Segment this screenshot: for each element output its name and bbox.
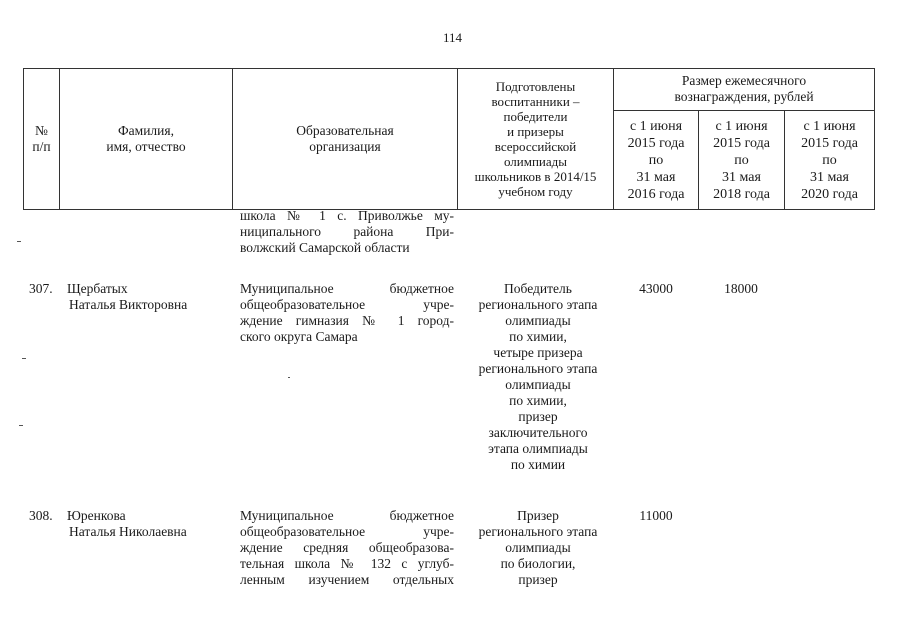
header-number-line: п/п	[32, 139, 51, 154]
row-number: 308.	[29, 508, 53, 523]
header-prepared-line: и призеры	[507, 124, 564, 139]
header-prepared-line: Подготовлены	[495, 79, 576, 94]
border-right	[874, 68, 875, 210]
continuation-org	[240, 208, 454, 256]
header-prepared-line: всероссийской	[494, 139, 577, 154]
surname: Юренкова	[67, 508, 126, 523]
achievement	[460, 508, 616, 588]
given-names: Наталья Викторовна	[69, 297, 188, 312]
org-line: волжский Самарской области	[240, 240, 410, 255]
achievement-line: по химии,	[509, 329, 567, 344]
achievement-line: олимпиады	[505, 540, 571, 555]
person-name	[67, 281, 237, 313]
period-line: 31 мая	[810, 169, 849, 185]
achievement-line: Призер	[517, 508, 559, 523]
period-line: 31 мая	[722, 169, 761, 185]
period-line: 2015 года	[713, 135, 770, 151]
table-header	[23, 68, 875, 210]
period-line: с 1 июня	[629, 118, 683, 134]
organization	[240, 281, 454, 345]
period-line: 2016 года	[627, 186, 685, 202]
achievement-line: призер	[518, 409, 558, 424]
header-period-2020	[785, 111, 874, 209]
header-award	[614, 68, 874, 110]
header-name-line: имя, отчество	[106, 139, 186, 154]
org-line: Муниципальное бюджетное	[240, 508, 454, 523]
organization	[240, 508, 454, 588]
org-line: ского округа Самара	[240, 329, 358, 344]
period-line: по	[734, 152, 749, 168]
org-line: ленным изучением отдельных	[240, 572, 454, 587]
header-organization	[233, 68, 457, 210]
period-line: 2018 года	[713, 186, 770, 202]
achievement-line: четыре призера	[493, 345, 583, 360]
amount-2016: 11000	[639, 508, 673, 523]
org-line: школа № 1 с. Приволжье му-	[240, 208, 454, 223]
amount-2018: 18000	[724, 281, 758, 296]
header-number-line: №	[35, 123, 48, 138]
achievement-line: олимпиады	[505, 313, 571, 328]
period-line: с 1 июня	[715, 118, 768, 134]
org-line: общеобразовательное учре-	[240, 297, 454, 312]
scan-mark	[22, 358, 26, 359]
page-number: 114	[442, 30, 463, 45]
achievement-line: этапа олимпиады	[488, 441, 588, 456]
period-line: с 1 июня	[803, 118, 856, 134]
header-org-line: Образовательная	[296, 123, 394, 138]
header-number	[24, 68, 59, 210]
org-line: Муниципальное бюджетное	[240, 281, 454, 296]
header-prepared-line: воспитанники –	[491, 94, 580, 109]
period-line: по	[648, 152, 664, 168]
achievement	[460, 281, 616, 473]
achievement-line: регионального этапа	[478, 297, 598, 312]
org-line: ниципального района При-	[240, 224, 454, 239]
org-line: ждение гимназия № 1 город-	[240, 313, 454, 328]
scan-mark	[17, 241, 21, 242]
header-award-line: Размер ежемесячного	[681, 73, 807, 88]
header-award-line: вознаграждения, рублей	[674, 89, 814, 104]
achievement-line: призер	[518, 572, 558, 587]
period-line: по	[822, 152, 837, 168]
org-line: ждение средняя общеобразова-	[240, 540, 454, 555]
achievement-line: регионального этапа	[478, 524, 598, 539]
header-name	[60, 68, 232, 210]
header-prepared-line: школьников в 2014/15	[474, 169, 597, 184]
header-name-line: Фамилия,	[118, 123, 174, 138]
period-line: 2020 года	[801, 186, 858, 202]
achievement-line: регионального этапа	[478, 361, 598, 376]
header-org-line: организация	[309, 139, 381, 154]
scan-mark	[288, 377, 290, 378]
achievement-line: по биологии,	[500, 556, 576, 571]
row-number: 307.	[29, 281, 53, 296]
period-line: 2015 года	[801, 135, 858, 151]
header-prepared-line: учебном году	[498, 184, 573, 199]
period-line: 2015 года	[627, 135, 685, 151]
header-prepared	[458, 70, 613, 208]
scan-mark	[19, 425, 23, 426]
person-name	[67, 508, 237, 540]
achievement-line: олимпиады	[505, 377, 571, 392]
given-names: Наталья Николаевна	[69, 524, 187, 539]
org-line: тельная школа № 132 с углуб-	[240, 556, 454, 571]
header-prepared-line: победители	[503, 109, 568, 124]
header-period-2018	[699, 111, 784, 209]
period-line: 31 мая	[636, 169, 676, 185]
header-period-2016	[614, 111, 698, 209]
achievement-line: по химии,	[509, 393, 567, 408]
header-prepared-line: олимпиады	[503, 154, 568, 169]
amount-2016: 43000	[639, 281, 673, 296]
surname: Щербатых	[67, 281, 128, 296]
achievement-line: по химии	[510, 457, 566, 472]
org-line: общеобразовательное учре-	[240, 524, 454, 539]
achievement-line: заключительного	[488, 425, 588, 440]
achievement-line: Победитель	[504, 281, 572, 296]
